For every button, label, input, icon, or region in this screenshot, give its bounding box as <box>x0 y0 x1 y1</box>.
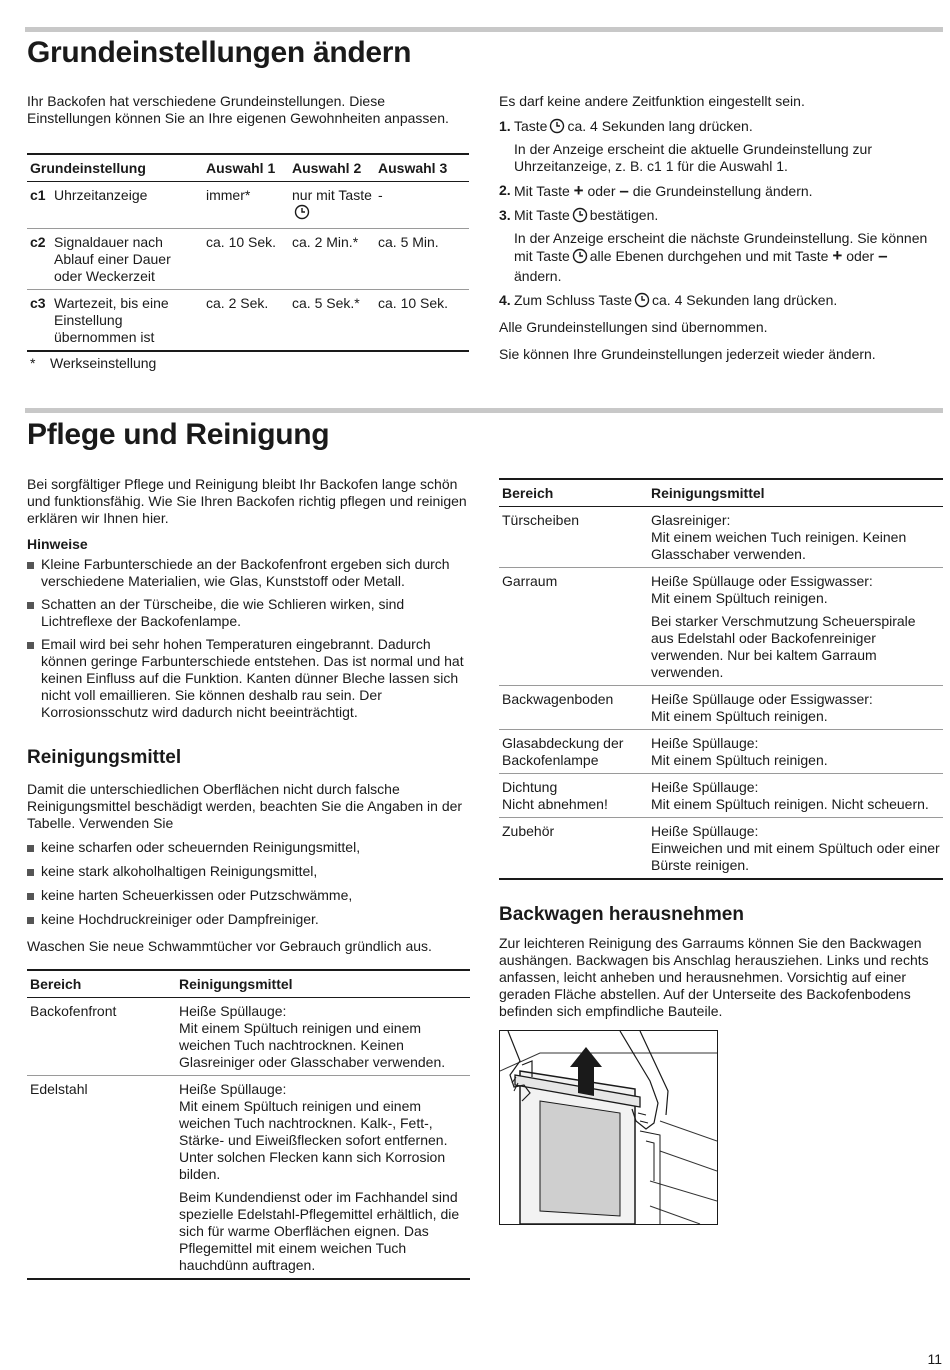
agent-extra: Bei starker Verschmutzung Scheuerspirale aus Edelstahl oder Backofenreiniger verwenden. Nur bei kaltem Garraum verwenden. <box>651 613 916 680</box>
table-header: Bereich <box>27 970 176 998</box>
step-text: Mit Taste <box>514 207 570 223</box>
agent-detail: Mit einem Spültuch reinigen und einem weichen Tuch nachtrocknen. Keinen Glasreiniger oder Glasschaber verwenden. <box>179 1020 446 1070</box>
clock-icon <box>634 292 650 312</box>
step-text: Zum Schluss Taste <box>514 292 633 308</box>
hints-list <box>27 556 470 721</box>
bullet-icon <box>27 911 41 928</box>
table-header: Bereich <box>499 479 648 507</box>
step-number: 4. <box>499 292 511 308</box>
section-title-settings: Grundeinstellungen ändern <box>27 36 412 69</box>
bullet-icon <box>27 596 41 630</box>
agent-detail: Einweichen und mit einem Spültuch oder einer Bürste reinigen. <box>651 840 940 873</box>
table-row <box>27 1076 470 1280</box>
agent-text: Glasreiniger: <box>651 512 731 528</box>
bullet-icon <box>27 863 41 880</box>
agent-text: Heiße Spüllauge: <box>651 735 759 751</box>
step-detail: In der Anzeige erscheint die aktuelle Grundeinstellung zur Uhrzeitanzeige, z. B. c1 1 für die Auswahl 1. <box>514 141 872 174</box>
bullet-icon <box>27 839 41 856</box>
agent-text: Heiße Spüllauge: <box>651 823 759 839</box>
care-intro: Bei sorgfältiger Pflege und Reinigung bleibt Ihr Backofen lange schön und funktionsfähig. Wie Sie Ihren Backofen richtig pflegen und reinigen erklären wir Ihnen hier. <box>27 476 467 526</box>
table-cell: ca. 5 Sek.* <box>289 290 375 352</box>
trolley-drawing <box>500 1031 717 1224</box>
list-item <box>27 596 470 630</box>
list-item <box>27 863 470 880</box>
step-text: oder <box>587 183 616 199</box>
table-cell: Glasabdeckung der Backofenlampe <box>499 730 648 774</box>
cleaning-note: Waschen Sie neue Schwammtücher vor Gebrauch gründlich aus. <box>27 938 432 954</box>
step-text: ca. 4 Sekunden lang drücken. <box>652 292 838 308</box>
table-cell: Türscheiben <box>499 507 648 568</box>
table-row <box>499 686 943 730</box>
table-cell <box>648 818 943 880</box>
table-header: Grundeinstellung <box>27 154 203 182</box>
list-item-text: Email wird bei sehr hohen Temperaturen eingebrannt. Dadurch können geringe Farbunterschiede entstehen. Das ist normal und hat keinen Einfluss auf die Funktion. Kanten dünner Bleche lassen sich nicht voll emaillieren. Sie können deshalb rau sein. Der Korrosionsschutz wird dadurch nicht beeinträchtigt. <box>41 636 464 720</box>
minus-icon: – <box>619 181 629 200</box>
agent-text: Heiße Spüllauge oder Essigwasser: <box>651 573 873 589</box>
table-row <box>27 229 469 290</box>
table-header: Auswahl 3 <box>375 154 469 182</box>
care-right-column <box>499 478 943 1225</box>
table-cell <box>648 507 943 568</box>
step-text: Taste <box>514 118 548 134</box>
step-1 <box>499 118 929 175</box>
agent-detail: Mit einem Spültuch reinigen und einem weichen Tuch nachtrocknen. Kalk-, Fett-, Stärke- und Eiweißflecken sofort entfernen. Unter solchen Flecken kann sich Korrosion bilden. <box>179 1098 448 1182</box>
table-cell: ca. 2 Min.* <box>289 229 375 290</box>
table-header: Reinigungsmittel <box>648 479 943 507</box>
agent-detail: Mit einem Spültuch reinigen. <box>651 590 828 606</box>
setting-code: c1 <box>30 187 46 203</box>
table-row <box>499 568 943 686</box>
table-cell: Backofenfront <box>27 998 176 1076</box>
list-item-text: keine harten Scheuerkissen oder Putzschwämme, <box>41 887 353 903</box>
cleaning-title: Reinigungsmittel <box>27 747 182 768</box>
table-row <box>499 507 943 568</box>
page-number: 11 <box>927 1351 942 1367</box>
clock-icon <box>294 204 310 224</box>
table-cell <box>176 998 470 1076</box>
settings-intro: Ihr Backofen hat verschiedene Grundeinstellungen. Diese Einstellungen können Sie an Ihre eigenen Gewohnheiten anpassen. <box>27 93 449 126</box>
bullet-icon <box>27 887 41 904</box>
settings-instructions <box>499 93 929 363</box>
list-item-text: keine stark alkoholhaltigen Reinigungsmittel, <box>41 863 318 879</box>
bullet-icon <box>27 636 41 721</box>
step-text: bestätigen. <box>589 207 659 223</box>
clock-icon <box>572 248 588 268</box>
setting-code: c3 <box>30 295 46 311</box>
footnote-text: Werkseinstellung <box>50 355 157 371</box>
agent-text: Heiße Spüllauge: <box>179 1003 287 1019</box>
precondition: Es darf keine andere Zeitfunktion eingestellt sein. <box>499 93 805 109</box>
table-header: Auswahl 1 <box>203 154 289 182</box>
list-item <box>27 839 470 856</box>
list-item <box>27 911 470 928</box>
clock-icon <box>549 118 565 138</box>
list-item-text: keine Hochdruckreiniger oder Dampfreiniger. <box>41 911 319 927</box>
agent-text: Heiße Spüllauge: <box>651 779 759 795</box>
table-cell: ca. 10 Sek. <box>203 229 289 290</box>
step-text: Mit Taste <box>514 183 570 199</box>
table-cell: Garraum <box>499 568 648 686</box>
setting-name: Wartezeit, bis eine Einstellung übernommen ist <box>54 295 169 345</box>
list-item-text: Schatten an der Türscheibe, die wie Schlieren wirken, sind Lichtreflexe der Backofenlampe. <box>41 596 405 629</box>
table-cell: Zubehör <box>499 818 648 880</box>
list-item <box>27 636 470 721</box>
section-title-care: Pflege und Reinigung <box>27 418 330 451</box>
step-number: 2. <box>499 182 511 198</box>
table-cell <box>648 568 943 686</box>
table-cell <box>176 1076 470 1280</box>
table-header: Auswahl 2 <box>289 154 375 182</box>
cleaning-table-right <box>499 478 943 880</box>
table-cell <box>289 182 375 229</box>
table-footnote <box>27 355 469 372</box>
setting-code: c2 <box>30 234 46 250</box>
step-number: 3. <box>499 207 511 223</box>
table-row <box>27 998 470 1076</box>
agent-detail: Mit einem Spültuch reinigen. <box>651 752 828 768</box>
trolley-title: Backwagen herausnehmen <box>499 904 744 925</box>
step-detail-text: In der Anzeige erscheint die nächste Grundeinstellung. Sie können mit Taste <box>514 230 928 264</box>
cleaning-table-left <box>27 969 470 1280</box>
section-divider-care <box>25 408 943 413</box>
table-cell <box>648 774 943 818</box>
trolley-text: Zur leichteren Reinigung des Garraums können Sie den Backwagen aushängen. Backwagen bis Anschlag herausziehen. Links und rechts anfassen, leicht anheben und herausnehmen. Vorsichtig auf einer geraden Fläche abstellen. Auf der Unterseite des Backofenbodens befinden sich empfindliche Bauteile. <box>499 935 929 1019</box>
setting-name: Uhrzeitanzeige <box>54 187 148 203</box>
agent-detail: Mit einem Spültuch reinigen. Nicht scheuern. <box>651 796 929 812</box>
table-cell: immer* <box>203 182 289 229</box>
step-detail-text: alle Ebenen durchgehen und mit Taste <box>589 248 829 264</box>
result-text: Alle Grundeinstellungen sind übernommen. <box>499 319 768 335</box>
step-detail-text: ändern. <box>514 268 562 284</box>
step-text: die Grundeinstellung ändern. <box>632 183 813 199</box>
cleaning-intro: Damit die unterschiedlichen Oberflächen nicht durch falsche Reinigungsmittel beschädigt werden, beachten Sie die Angaben in der Tabelle. Verwenden Sie <box>27 781 463 831</box>
list-item-text: Kleine Farbunterschiede an der Backofenfront ergeben sich durch verschiedene Materialien, wie Glas, Kunststoff oder Metall. <box>41 556 450 589</box>
step-detail <box>514 230 929 285</box>
care-left-column <box>27 476 470 1280</box>
agent-detail: Mit einem weichen Tuch reinigen. Keinen Glasschaber verwenden. <box>651 529 907 562</box>
table-cell: Backwagenboden <box>499 686 648 730</box>
step-4 <box>499 292 929 312</box>
plus-icon: + <box>573 181 584 200</box>
agent-detail: Mit einem Spültuch reinigen. <box>651 708 828 724</box>
table-cell-text: nur mit Taste <box>292 187 372 203</box>
table-cell: - <box>375 182 469 229</box>
cleaning-list <box>27 839 470 928</box>
table-cell: ca. 10 Sek. <box>375 290 469 352</box>
list-item <box>27 887 470 904</box>
plus-icon: + <box>832 246 843 265</box>
area-text: Dichtung <box>502 779 558 795</box>
table-cell <box>648 686 943 730</box>
section-divider-top <box>25 27 943 32</box>
table-header: Reinigungsmittel <box>176 970 470 998</box>
settings-table <box>27 153 469 372</box>
table-cell: ca. 2 Sek. <box>203 290 289 352</box>
bullet-icon <box>27 556 41 590</box>
table-row <box>499 730 943 774</box>
step-detail-text: oder <box>846 248 875 264</box>
table-row <box>27 290 469 352</box>
agent-text: Heiße Spüllauge oder Essigwasser: <box>651 691 873 707</box>
step-text: ca. 4 Sekunden lang drücken. <box>567 118 753 134</box>
step-2 <box>499 182 929 200</box>
step-number: 1. <box>499 118 511 134</box>
table-row <box>499 818 943 880</box>
note-text: Sie können Ihre Grundeinstellungen jederzeit wieder ändern. <box>499 346 876 362</box>
hints-title: Hinweise <box>27 536 88 552</box>
table-cell: ca. 5 Min. <box>375 229 469 290</box>
minus-icon: – <box>878 246 888 265</box>
table-row <box>27 182 469 229</box>
footnote-mark: * <box>30 355 36 371</box>
list-item-text: keine scharfen oder scheuernden Reinigungsmittel, <box>41 839 361 855</box>
area-note: Nicht abnehmen! <box>502 796 608 812</box>
setting-name: Signaldauer nach Ablauf einer Dauer oder Weckerzeit <box>54 234 171 284</box>
trolley-illustration <box>499 1030 718 1225</box>
step-3 <box>499 207 929 285</box>
clock-icon <box>572 207 588 227</box>
table-cell <box>648 730 943 774</box>
table-cell: Edelstahl <box>27 1076 176 1280</box>
table-row <box>499 774 943 818</box>
agent-extra: Beim Kundendienst oder im Fachhandel sind spezielle Edelstahl-Pflegemittel erhältlich, die sich für warme Oberflächen eignen. Das Pflegemittel mit einem weichen Tuch hauchdünn auftragen. <box>179 1189 460 1273</box>
table-cell <box>499 774 648 818</box>
list-item <box>27 556 470 590</box>
agent-text: Heiße Spüllauge: <box>179 1081 287 1097</box>
